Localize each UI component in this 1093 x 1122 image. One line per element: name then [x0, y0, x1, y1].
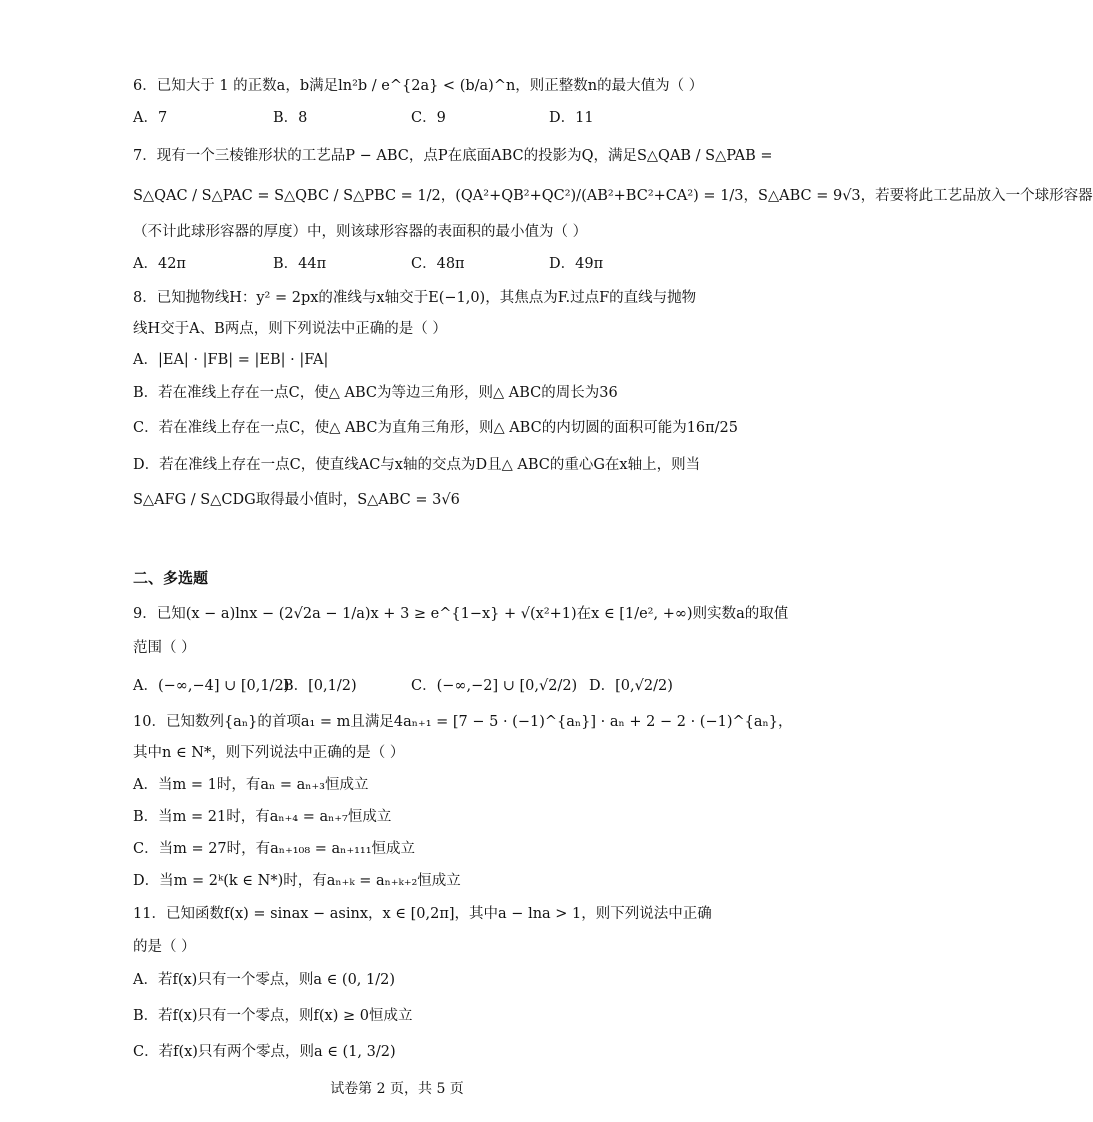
q8-option-c: C．若在准线上存在一点C，使△ ABC为直角三角形，则△ ABC的内切圆的面积可能为16π/25	[133, 420, 739, 436]
q10-option-b: B．当m = 21时，有aₙ₊₄ = aₙ₊₇恒成立	[133, 809, 392, 825]
q11-stem-line2: 的是（ ）	[133, 939, 196, 955]
q11-option-b: B．若f(x)只有一个零点，则f(x) ≥ 0恒成立	[133, 1008, 413, 1024]
q8-option-d-line2: S△AFG / S△CDG取得最小值时，S△ABC = 3√6	[133, 492, 460, 508]
q10-stem-line1: 10．已知数列{aₙ}的首项a₁ = m且满足4aₙ₊₁ = [7 − 5 · (−1)^{aₙ}] · aₙ + 2 − 2 · (−1)^{aₙ}，	[133, 714, 793, 730]
q7-stem-line3: （不计此球形容器的厚度）中，则该球形容器的表面积的最小值为（ ）	[133, 224, 588, 240]
q8-stem-line2: 线H交于A、B两点，则下列说法中正确的是（ ）	[133, 321, 447, 337]
q9-choice-d: D．[0,√2/2)	[589, 678, 673, 694]
q6-stem: 6．已知大于 1 的正数a，b满足ln²b / e^{2a} < (b/a)^n，则正整数n的最大值为（ ）	[133, 78, 704, 94]
section-title: 二、多选题	[133, 569, 209, 587]
q11-option-c: C．若f(x)只有两个零点，则a ∈ (1, 3/2)	[133, 1044, 396, 1060]
q7-choice-d: D．49π	[549, 256, 604, 272]
q10-option-d: D．当m = 2ᵏ(k ∈ N*)时，有aₙ₊ₖ = aₙ₊ₖ₊₂恒成立	[133, 873, 461, 889]
q9-choice-a: A．(−∞,−4] ∪ [0,1/2)	[133, 678, 290, 694]
q9-stem-line2: 范围（ ）	[133, 640, 196, 656]
q8-stem-line1: 8．已知抛物线H：y² = 2px的准线与x轴交于E(−1,0)，其焦点为F.过点F的直线与抛物	[133, 290, 697, 306]
q6-choice-a: A．7	[133, 110, 168, 126]
q11-stem-line1: 11．已知函数f(x) = sinax − asinx，x ∈ [0,2π]，其中a − lna > 1，则下列说法中正确	[133, 906, 712, 922]
q7-choice-c: C．48π	[411, 256, 465, 272]
q8-option-b: B．若在准线上存在一点C，使△ ABC为等边三角形，则△ ABC的周长为36	[133, 385, 618, 401]
q9-stem-line1: 9．已知(x − a)lnx − (2√2a − 1/a)x + 3 ≥ e^{1−x} + √(x²+1)在x ∈ [1/e², +∞)则实数a的取值	[133, 606, 789, 622]
q6-choice-d: D．11	[549, 110, 594, 126]
q8-option-a: A．|EA| · |FB| = |EB| · |FA|	[133, 352, 329, 368]
q8-option-d-line1: D．若在准线上存在一点C，使直线AC与x轴的交点为D且△ ABC的重心G在x轴上，则当	[133, 457, 701, 473]
page-footer: 试卷第 2 页，共 5 页	[330, 1081, 464, 1097]
q6-choice-b: B．8	[273, 110, 308, 126]
q7-choice-a: A．42π	[133, 256, 186, 272]
q7-stem-line2: S△QAC / S△PAC = S△QBC / S△PBC = 1/2，(QA²+QB²+QC²)/(AB²+BC²+CA²) = 1/3，S△ABC = 9√3，若要将此工艺品放入一个球形容器	[133, 188, 1093, 204]
q9-choice-b: B．[0,1/2)	[283, 678, 357, 694]
q11-option-a: A．若f(x)只有一个零点，则a ∈ (0, 1/2)	[133, 972, 396, 988]
q10-option-a: A．当m = 1时，有aₙ = aₙ₊₃恒成立	[133, 777, 369, 793]
q9-choice-c: C．(−∞,−2] ∪ [0,√2/2)	[411, 678, 578, 694]
q7-stem-line1: 7．现有一个三棱锥形状的工艺品P − ABC，点P在底面ABC的投影为Q，满足S△QAB / S△PAB =	[133, 148, 773, 164]
q6-choice-c: C．9	[411, 110, 446, 126]
q10-stem-line2: 其中n ∈ N*，则下列说法中正确的是（ ）	[133, 745, 405, 761]
q10-option-c: C．当m = 27时，有aₙ₊₁₀₈ = aₙ₊₁₁₁恒成立	[133, 841, 416, 857]
q7-choice-b: B．44π	[273, 256, 327, 272]
